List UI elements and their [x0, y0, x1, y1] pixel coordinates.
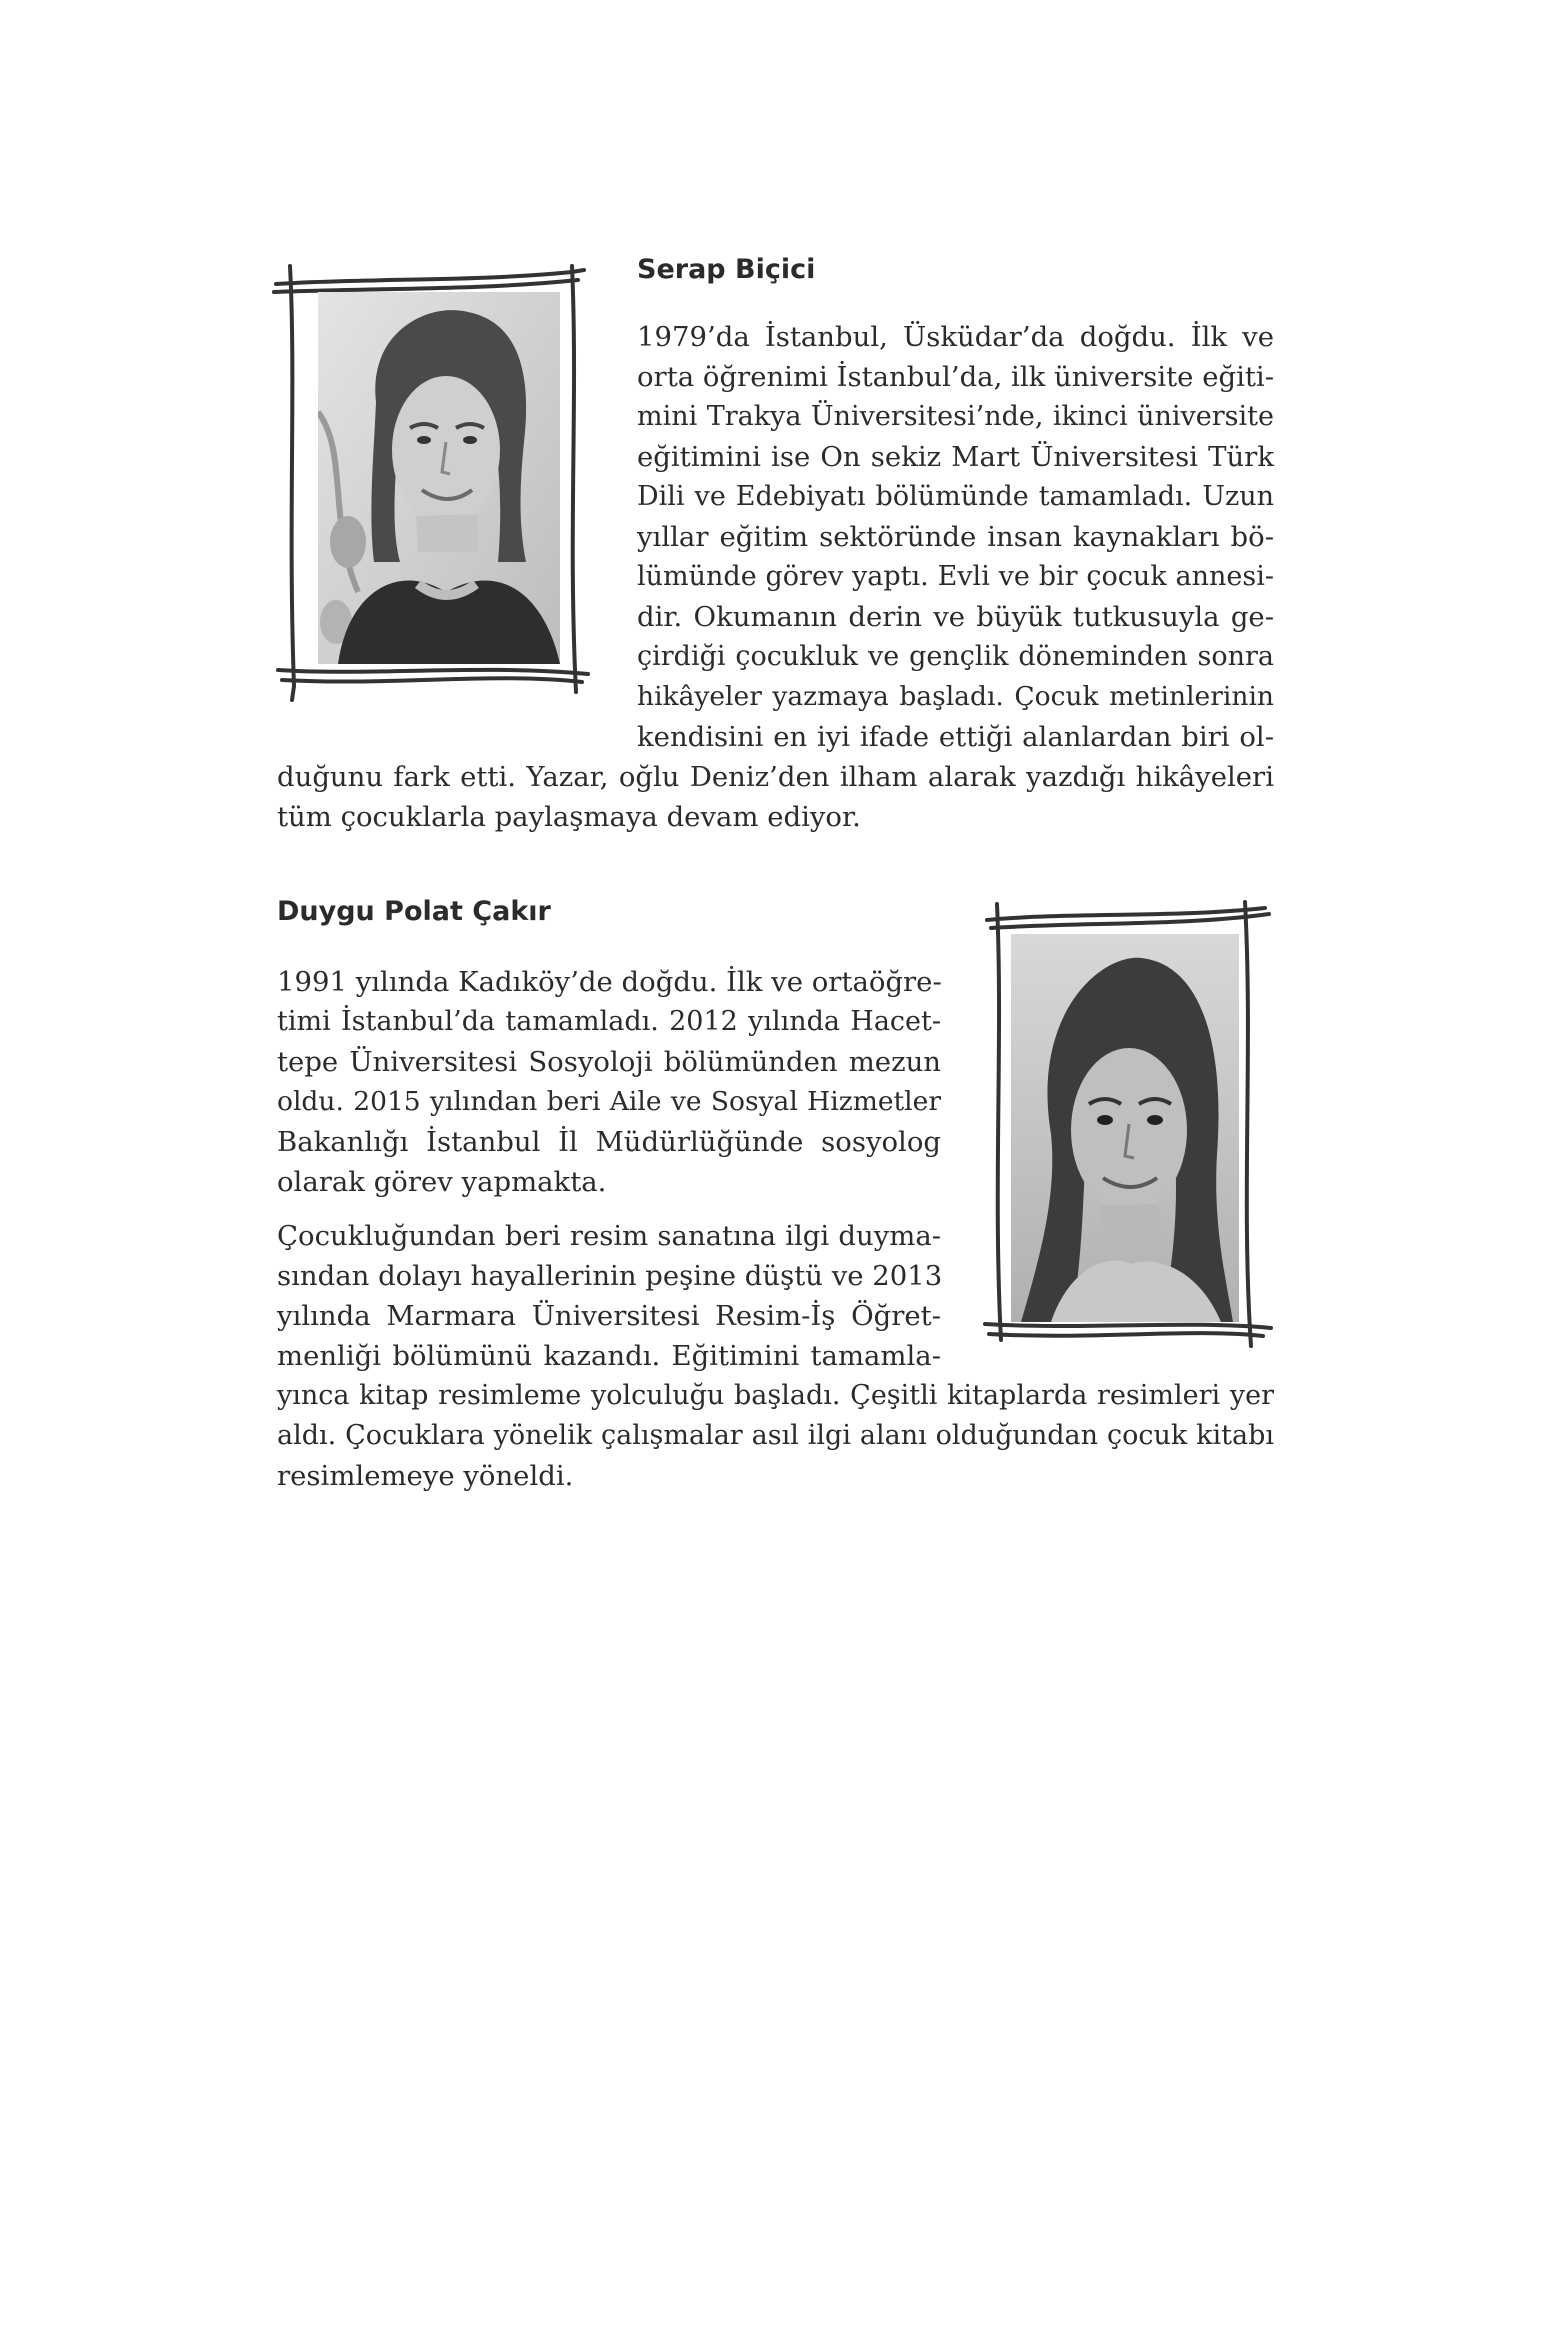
bio-line: Çocukluğundan beri resim sanatına ilgi duyma-: [277, 1220, 941, 1252]
author-photo-frame: [983, 900, 1273, 1352]
bio-line: 1991 yılında Kadıköy’de doğdu. İlk ve ortaöğre-: [277, 966, 942, 998]
author-photo: [318, 292, 560, 664]
bio-line: timi İstanbul’da tamamladı. 2012 yılında Hacet-: [277, 1006, 941, 1037]
author-photo-frame: [272, 262, 592, 702]
bio-line: Dili ve Edebiyatı bölümünde tamamladı. Uzun: [637, 481, 1274, 512]
author-photo: [1011, 934, 1239, 1322]
bio-line: olarak görev yapmakta.: [277, 1166, 607, 1198]
bio-line: yılında Marmara Üniversitesi Resim-İş Öğret-: [277, 1300, 941, 1332]
bio-line: eğitimini ise On sekiz Mart Üniversitesi Türk: [637, 441, 1274, 473]
author-name: Duygu Polat Çakır: [277, 896, 551, 927]
bio-line: resimlemeye yöneldi.: [277, 1460, 574, 1492]
bio-line: 1979’da İstanbul, Üsküdar’da doğdu. İlk ve: [637, 321, 1274, 353]
bio-line: hikâyeler yazmaya başladı. Çocuk metinlerinin: [637, 681, 1274, 712]
bio-line: yıllar eğitim sektöründe insan kaynakları bö-: [637, 521, 1274, 553]
author-name: Serap Biçici: [637, 254, 816, 285]
bio-line: sından dolayı hayallerinin peşine düştü ve 2013: [277, 1260, 943, 1292]
bio-line: menliği bölümünü kazandı. Eğitimini tamamla-: [277, 1340, 941, 1372]
bio-line: kendisini en iyi ifade ettiği alanlardan biri ol-: [637, 721, 1274, 753]
bio-line: aldı. Çocuklara yönelik çalışmalar asıl ilgi alanı olduğundan çocuk kitabı: [277, 1420, 1274, 1451]
bio-line: lümünde görev yaptı. Evli ve bir çocuk annesi-: [637, 561, 1274, 592]
bio-line: duğunu fark etti. Yazar, oğlu Deniz’den ilham alarak yazdığı hikâyeleri: [277, 761, 1274, 793]
bio-line: Bakanlığı İstanbul İl Müdürlüğünde sosyolog: [277, 1126, 941, 1158]
portrait-image: [1011, 934, 1239, 1322]
bio-line: orta öğrenimi İstanbul’da, ilk üniversite eğiti-: [637, 361, 1275, 393]
bio-line: tepe Üniversitesi Sosyoloji bölümünden mezun: [277, 1046, 941, 1078]
bio-line: dir. Okumanın derin ve büyük tutkusuyla ge-: [637, 601, 1274, 633]
bio-line: çirdiği çocukluk ve gençlik döneminden sonra: [637, 641, 1274, 672]
bio-line: yınca kitap resimleme yolculuğu başladı. Çeşitli kitaplarda resimleri yer: [277, 1380, 1274, 1411]
bio-line: oldu. 2015 yılından beri Aile ve Sosyal Hizmetler: [277, 1086, 941, 1117]
portrait-image: [318, 292, 560, 664]
bio-line: mini Trakya Üniversitesi’nde, ikinci üniversite: [637, 401, 1274, 432]
bio-line: tüm çocuklarla paylaşmaya devam ediyor.: [277, 801, 861, 833]
